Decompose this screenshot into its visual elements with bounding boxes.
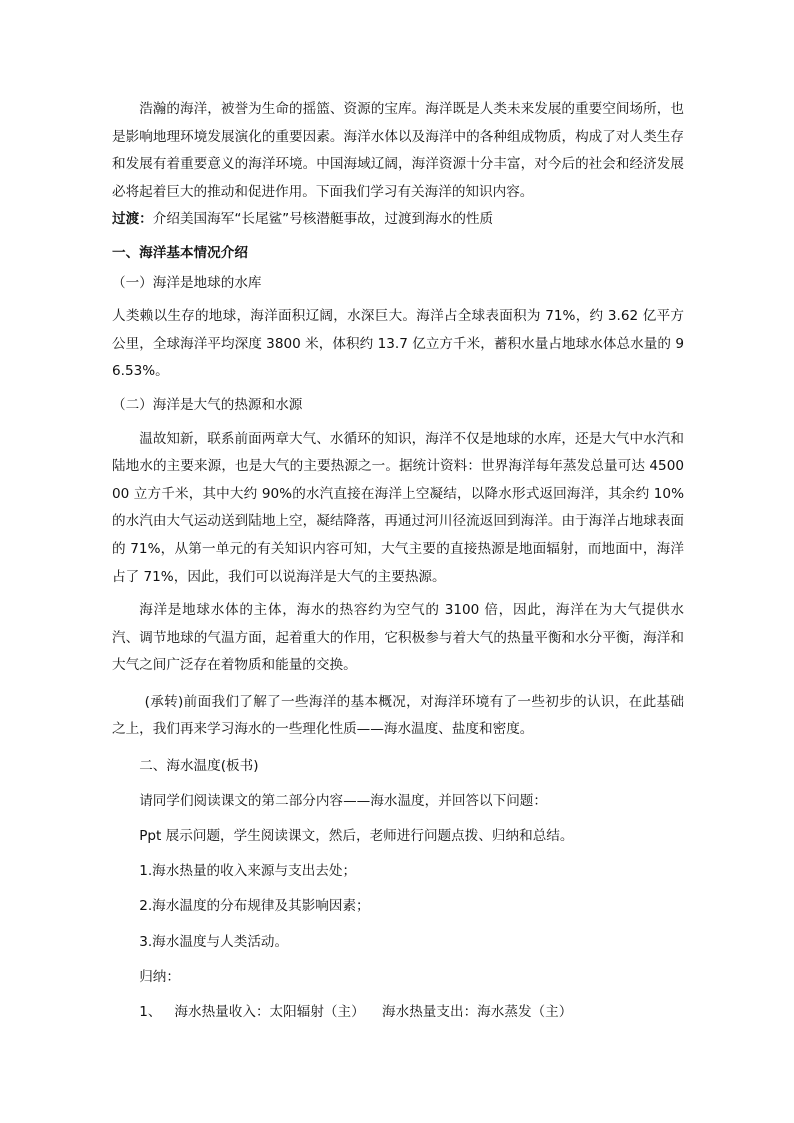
section2-heading: 二、海水温度(板书) [139, 758, 259, 775]
document-page [112, 96, 684, 1026]
summary-item [112, 999, 684, 1027]
subsection1-heading: （一）海洋是地球的水库 [112, 274, 262, 291]
section2-ppt-note: Ppt 展示问题，学生阅读课文，然后，老师进行问题点拨、归纳和总结。 [139, 828, 574, 845]
transition2-paragraph: (承转)前面我们了解了一些海洋的基本概况，对海洋环境有了一些初步的认识，在此基础之上，我们再来学习海水的一些理化性质——海水温度、盐度和密度。 [112, 693, 684, 738]
transition-label: 过渡： [112, 211, 153, 228]
summary-label: 归纳： [139, 968, 180, 985]
subsection2-heading: （二）海洋是大气的热源和水源 [112, 396, 303, 413]
subsection1-paragraph: 人类赖以生存的地球，海洋面积辽阔，水深巨大。海洋占全球表面积为 71%，约 3.62 亿平方公里，全球海洋平均深度 3800 米，体积约 13.7 亿立方千米，蓄积水量占地球水体总水量的 96.53%。 [112, 308, 684, 380]
subsection2-paragraph-2: 海洋是地球水体的主体，海水的热容约为空气的 3100 倍，因此，海洋在为大气提供水汽、调节地球的气温方面，起着重大的作用，它积极参与着大气的热量平衡和水分平衡，海洋和大气之间广泛存在着物质和能量的交换。 [112, 602, 684, 674]
question-item: 3.海水温度与人类活动。 [139, 933, 289, 950]
question-item: 1.海水热量的收入来源与支出去处； [139, 863, 357, 880]
section1-heading: 一、海洋基本情况介绍 [112, 244, 248, 261]
transition-line [112, 206, 684, 234]
subsection2-paragraph-1: 温故知新，联系前面两章大气、水循环的知识，海洋不仅是地球的水库，还是大气中水汽和陆地水的主要来源，也是大气的主要热源之一。据统计资料：世界海洋每年蒸发总量可达 450000 立方千米，其中大约 90%的水汽直接在海洋上空凝结，以降水形式返回海洋，其余约 10%的水汽由大气运动送到陆地上空，凝结降落，再通过河川径流返回到海洋。由于海洋占地球表面的 71%，从第一单元的有关知识内容可知，大气主要的直接热源是地面辐射，而地面中，海洋占了 71%，因此，我们可以说海洋是大气的主要热源。 [112, 430, 684, 585]
intro-paragraph: 浩瀚的海洋，被誉为生命的摇篮、资源的宝库。海洋既是人类未来发展的重要空间场所，也是影响地理环境发展演化的重要因素。海洋水体以及海洋中的各种组成物质，构成了对人类生存和发展有着重要意义的海洋环境。中国海域辽阔，海洋资源十分丰富，对今后的社会和经济发展必将起着巨大的推动和促进作用。下面我们学习有关海洋的知识内容。 [112, 101, 684, 200]
summary-item-number: 1、 [139, 1003, 162, 1020]
summary-item-text: 海水热量收入：太阳辐射（主） 海水热量支出：海水蒸发（主） [174, 1003, 573, 1020]
section2-instruction: 请同学们阅读课文的第二部分内容——海水温度，并回答以下问题： [139, 793, 547, 810]
question-item: 2.海水温度的分布规律及其影响因素； [139, 898, 370, 915]
transition-text: 介绍美国海军“长尾鲨”号核潜艇事故，过渡到海水的性质 [152, 211, 494, 228]
